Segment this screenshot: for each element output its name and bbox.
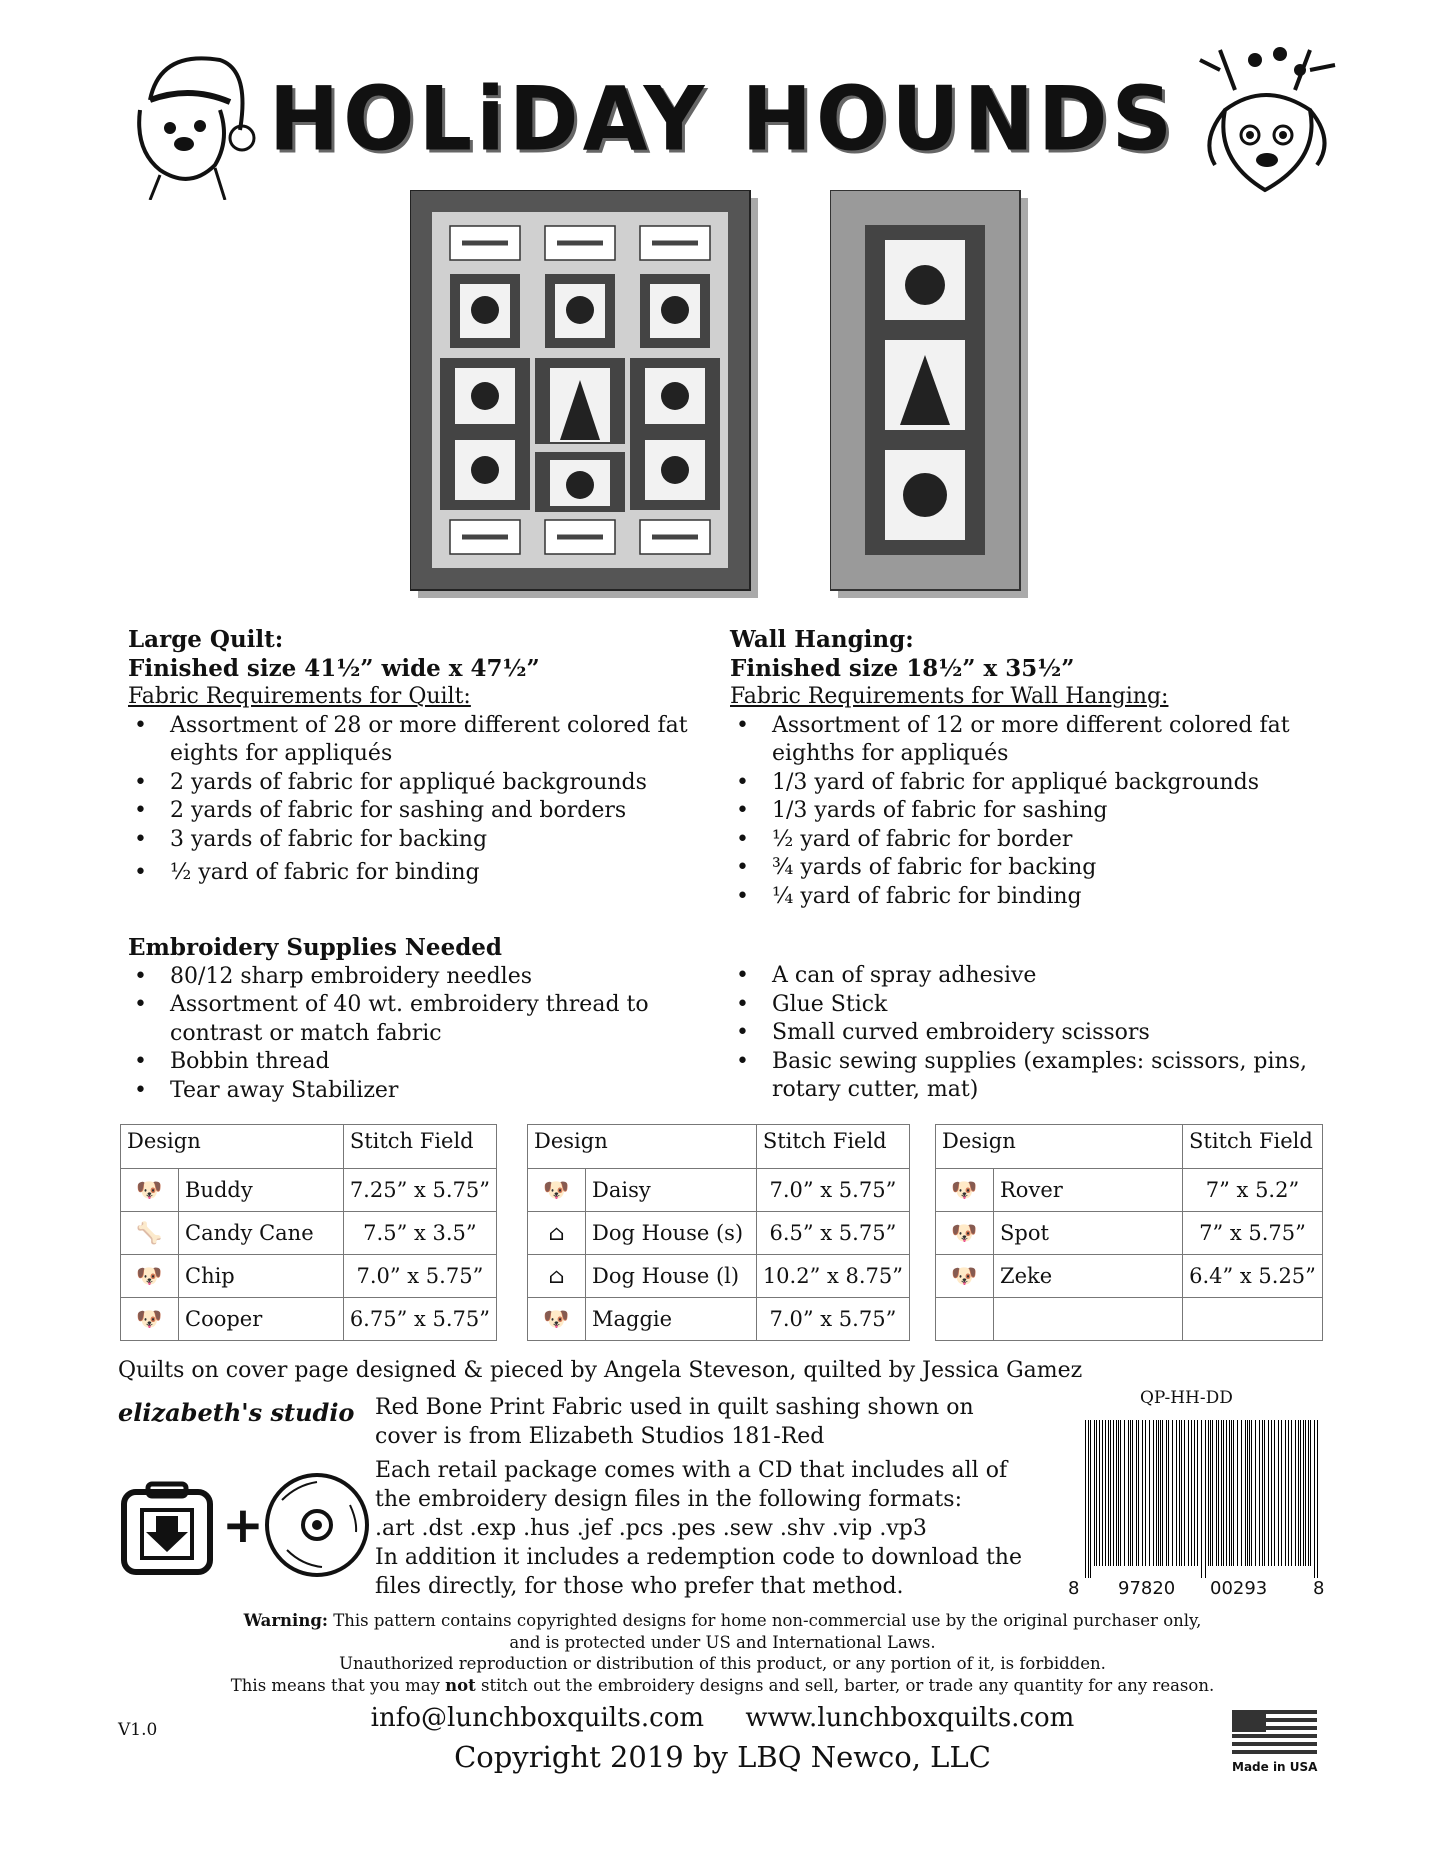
design-name: Dog House (l): [586, 1255, 757, 1298]
large-quilt-list: [128, 712, 708, 888]
stitch-table-3: [935, 1124, 1323, 1341]
dog-house-icon: ⌂: [528, 1255, 586, 1298]
design-name: Buddy: [179, 1169, 344, 1212]
table-row: [936, 1255, 1323, 1298]
barcode-bar: [1168, 1420, 1169, 1566]
wall-hanging-section: [730, 626, 1320, 911]
barcode-bar: [1249, 1420, 1250, 1566]
barcode-bar: [1295, 1420, 1296, 1566]
barcode-bar: [1314, 1420, 1315, 1578]
spot-icon: 🐶: [936, 1212, 994, 1255]
barcode-bar: [1156, 1420, 1157, 1566]
barcode-bar: [1118, 1420, 1119, 1566]
warning-label: Warning:: [243, 1611, 328, 1630]
barcode-bar: [1281, 1420, 1282, 1566]
barcode-bar: [1128, 1420, 1129, 1566]
barcode-bar: [1136, 1420, 1137, 1566]
stitch-field: 7.0” x 5.75”: [756, 1169, 909, 1212]
stitch-field: 7.25” x 5.75”: [343, 1169, 496, 1212]
supplies-right-list: [730, 962, 1320, 1105]
barcode-bar: [1110, 1420, 1111, 1566]
barcode-bar: [1241, 1420, 1242, 1566]
warning-line: Unauthorized reproduction or distribution of this product, or any portion of it, is forbidden.: [339, 1654, 1106, 1673]
barcode-bar: [1149, 1420, 1150, 1566]
design-name: Dog House (s): [586, 1212, 757, 1255]
barcode-digit: 8: [1068, 1578, 1080, 1599]
barcode-bar: [1132, 1420, 1133, 1566]
wall-hanging-list: [730, 712, 1320, 912]
sku-code: QP-HH-DD: [1140, 1388, 1233, 1408]
large-quilt-heading: Large Quilt:: [128, 626, 284, 653]
design-name: Maggie: [586, 1298, 757, 1341]
warning-emphasis: not: [445, 1675, 476, 1695]
barcode-digit: 8: [1313, 1578, 1325, 1599]
empty-cell: [994, 1298, 1183, 1341]
zeke-icon: 🐶: [936, 1255, 994, 1298]
contact-line: info@lunchboxquilts.com www.lunchboxquilts.com: [370, 1703, 1075, 1733]
stitch-field: 10.2” x 8.75”: [756, 1255, 909, 1298]
barcode-bar: [1298, 1420, 1299, 1566]
barcode-bar: [1308, 1420, 1309, 1566]
candy-cane-icon: 🦴: [121, 1212, 179, 1255]
barcode-bar: [1172, 1420, 1173, 1566]
design-header: Design: [936, 1125, 1183, 1169]
download-box-icon: [118, 1480, 218, 1580]
barcode-bar: [1223, 1420, 1224, 1566]
page-title: HOLiDAY HOUNDS: [268, 67, 1177, 171]
barcode-bar: [1158, 1420, 1159, 1566]
barcode-bar: [1099, 1420, 1100, 1566]
barcode-bar: [1166, 1420, 1167, 1566]
barcode-bar: [1124, 1420, 1125, 1566]
barcode-bar: [1208, 1420, 1209, 1566]
wall-hanging-heading: Wall Hanging:: [730, 626, 914, 653]
wall-hanging-req-heading: Fabric Requirements for Wall Hanging:: [730, 684, 1169, 709]
barcode-bar: [1303, 1420, 1304, 1566]
list-item: • Assortment of 40 wt. embroidery thread to contrast or match fabric: [128, 991, 708, 1048]
stitch-field: 6.5” x 5.75”: [756, 1212, 909, 1255]
barcode-bar: [1201, 1420, 1202, 1578]
design-name: Zeke: [994, 1255, 1183, 1298]
warning-text: This pattern contains copyrighted designs for home non-commercial use by the original purchaser only,: [327, 1611, 1202, 1630]
barcode-bar: [1274, 1420, 1275, 1566]
stitch-header: Stitch Field: [756, 1125, 909, 1169]
stitch-field: 6.75” x 5.75”: [343, 1298, 496, 1341]
barcode-bar: [1288, 1420, 1289, 1566]
barcode-bar: [1179, 1420, 1180, 1566]
large-quilt-section: [128, 626, 708, 888]
barcode-bar: [1138, 1420, 1139, 1566]
barcode-bar: [1184, 1420, 1185, 1566]
barcode-bar: [1085, 1420, 1086, 1578]
warning-text: This means that you may: [230, 1675, 446, 1695]
barcode-bar: [1194, 1420, 1195, 1566]
list-item: • 2 yards of fabric for sashing and borders: [128, 797, 708, 826]
warning-line: [0, 1675, 1445, 1697]
supplies-heading: Embroidery Supplies Needed: [128, 934, 502, 961]
cd-note-line: Each retail package comes with a CD that includes all of: [375, 1458, 1008, 1483]
list-item: • 3 yards of fabric for backing: [128, 826, 708, 855]
list-item: • Tear away Stabilizer: [128, 1077, 708, 1106]
barcode-bar: [1255, 1420, 1256, 1566]
table-row: [528, 1255, 910, 1298]
table-row: [121, 1255, 497, 1298]
buddy-icon: 🐶: [121, 1169, 179, 1212]
design-name: Chip: [179, 1255, 344, 1298]
barcode-bar: [1191, 1420, 1192, 1566]
barcode-bar: [1210, 1420, 1211, 1566]
reindeer-dog-icon: [1195, 40, 1340, 200]
large-quilt-req-heading: Fabric Requirements for Quilt:: [128, 684, 471, 709]
barcode-bar: [1176, 1420, 1177, 1566]
cd-note-line: .art .dst .exp .hus .jef .pcs .pes .sew .shv .vip .vp3: [375, 1516, 927, 1541]
table-row: [936, 1212, 1323, 1255]
barcode: [1085, 1420, 1325, 1578]
barcode-bar: [1285, 1420, 1286, 1566]
fabric-note-line: Red Bone Print Fabric used in quilt sashing shown on: [375, 1395, 974, 1420]
list-item: • Assortment of 28 or more different colored fat eights for appliqués: [128, 712, 708, 769]
barcode-bar: [1300, 1420, 1301, 1566]
fabric-note-line: cover is from Elizabeth Studios 181-Red: [375, 1424, 825, 1449]
barcode-bar: [1218, 1420, 1219, 1566]
santa-dog-icon: [120, 40, 260, 200]
barcode-bar: [1226, 1420, 1227, 1566]
barcode-bar: [1145, 1420, 1146, 1566]
warning-line: [0, 1610, 1445, 1632]
design-header: Design: [528, 1125, 757, 1169]
barcode-digit: 00293: [1210, 1578, 1268, 1599]
list-item: • Basic sewing supplies (examples: scissors, pins, rotary cutter, mat): [730, 1048, 1320, 1105]
barcode-bar: [1153, 1420, 1154, 1566]
supplies-section: [128, 934, 708, 1105]
barcode-bar: [1310, 1420, 1311, 1566]
barcode-bar: [1245, 1420, 1246, 1566]
stitch-field: 6.4” x 5.25”: [1183, 1255, 1323, 1298]
list-item: • 80/12 sharp embroidery needles: [128, 963, 708, 992]
list-item: • Assortment of 12 or more different colored fat eighths for appliqués: [730, 712, 1320, 769]
cd-note-line: files directly, for those who prefer that method.: [375, 1574, 904, 1599]
table-row: [121, 1212, 497, 1255]
barcode-bar: [1262, 1420, 1263, 1566]
barcode-bar: [1120, 1420, 1121, 1566]
fabric-note: [375, 1393, 974, 1451]
barcode-bar: [1305, 1420, 1306, 1566]
stitch-header: Stitch Field: [1183, 1125, 1323, 1169]
copyright: Copyright 2019 by LBQ Newco, LLC: [454, 1740, 991, 1774]
version-label: V1.0: [118, 1720, 158, 1740]
cd-note-line: the embroidery design files in the following formats:: [375, 1487, 962, 1512]
plus-icon: +: [222, 1496, 264, 1554]
cd-note-line: In addition it includes a redemption code to download the: [375, 1545, 1022, 1570]
list-item: • 1/3 yards of fabric for sashing: [730, 797, 1320, 826]
barcode-bar: [1160, 1420, 1161, 1566]
list-item: • 1/3 yard of fabric for appliqué backgrounds: [730, 769, 1320, 798]
table-row: [528, 1212, 910, 1255]
dog-house-icon: ⌂: [528, 1212, 586, 1255]
barcode-bar: [1090, 1420, 1091, 1578]
list-item: • ½ yard of fabric for binding: [128, 859, 708, 888]
barcode-bar: [1113, 1420, 1114, 1566]
warning-block: [0, 1610, 1445, 1696]
stitch-field: 7.0” x 5.75”: [756, 1298, 909, 1341]
barcode-bar: [1264, 1420, 1265, 1566]
table-row: [936, 1298, 1323, 1341]
supplies-right: [730, 962, 1320, 1105]
barcode-bar: [1251, 1420, 1252, 1566]
design-name: Spot: [994, 1212, 1183, 1255]
design-name: Cooper: [179, 1298, 344, 1341]
barcode-bar: [1130, 1420, 1131, 1566]
barcode-bar: [1188, 1420, 1189, 1566]
list-item: • Glue Stick: [730, 991, 1320, 1020]
credits: Quilts on cover page designed & pieced by Angela Steveson, quilted by Jessica Gamez: [118, 1358, 1083, 1383]
barcode-bar: [1221, 1420, 1222, 1566]
stitch-header: Stitch Field: [343, 1125, 496, 1169]
supplies-left-list: [128, 963, 708, 1106]
warning-text: stitch out the embroidery designs and sell, barter, or trade any quantity for any reason.: [475, 1675, 1215, 1695]
barcode-bar: [1271, 1420, 1272, 1566]
list-item: • 2 yards of fabric for appliqué backgrounds: [128, 769, 708, 798]
barcode-bar: [1247, 1420, 1248, 1566]
barcode-bar: [1162, 1420, 1163, 1566]
list-item: • ¾ yards of fabric for backing: [730, 854, 1320, 883]
barcode-bar: [1181, 1420, 1182, 1566]
barcode-bar: [1216, 1420, 1217, 1566]
usa-flag-icon: [1232, 1710, 1317, 1758]
chip-icon: 🐶: [121, 1255, 179, 1298]
stitch-field: 7” x 5.2”: [1183, 1169, 1323, 1212]
daisy-icon: 🐶: [528, 1169, 586, 1212]
barcode-bar: [1102, 1420, 1103, 1566]
design-name: Rover: [994, 1169, 1183, 1212]
design-name: Daisy: [586, 1169, 757, 1212]
barcode-bar: [1094, 1420, 1095, 1566]
list-item: • ½ yard of fabric for border: [730, 826, 1320, 855]
barcode-bar: [1105, 1420, 1106, 1566]
barcode-bar: [1096, 1420, 1097, 1566]
barcode-bar: [1291, 1420, 1292, 1566]
stitch-field: 7.0” x 5.75”: [343, 1255, 496, 1298]
barcode-bar: [1278, 1420, 1279, 1566]
barcode-digit: 97820: [1118, 1578, 1176, 1599]
cooper-icon: 🐶: [121, 1298, 179, 1341]
list-item: • A can of spray adhesive: [730, 962, 1320, 991]
barcode-bar: [1317, 1420, 1318, 1578]
barcode-bar: [1197, 1420, 1198, 1566]
cd-icon: [262, 1470, 372, 1580]
barcode-bar: [1116, 1420, 1117, 1566]
barcode-bar: [1212, 1420, 1213, 1566]
made-in-usa-label: Made in USA: [1232, 1760, 1318, 1774]
elizabeth-studio-logo: elizabeth's studio: [118, 1398, 355, 1427]
stitch-field: 7.5” x 3.5”: [343, 1212, 496, 1255]
warning-line: and is protected under US and International Laws.: [509, 1632, 936, 1652]
table-row: [528, 1298, 910, 1341]
list-item: • Small curved embroidery scissors: [730, 1019, 1320, 1048]
table-row: [936, 1169, 1323, 1212]
table-row: [121, 1169, 497, 1212]
maggie-icon: 🐶: [528, 1298, 586, 1341]
barcode-bar: [1088, 1420, 1089, 1578]
barcode-bar: [1231, 1420, 1232, 1566]
table-row: [121, 1298, 497, 1341]
large-quilt-size: Finished size 41½” wide x 47½”: [128, 654, 540, 682]
stitch-table-1: [120, 1124, 497, 1341]
wall-hanging-image: [830, 190, 1030, 600]
design-name: Candy Cane: [179, 1212, 344, 1255]
barcode-bar: [1233, 1420, 1234, 1566]
barcode-bar: [1259, 1420, 1260, 1566]
stitch-table-2: [527, 1124, 910, 1341]
barcode-bar: [1205, 1420, 1206, 1578]
barcode-bar: [1108, 1420, 1109, 1566]
rover-icon: 🐶: [936, 1169, 994, 1212]
list-item: • ¼ yard of fabric for binding: [730, 883, 1320, 912]
wall-hanging-size: Finished size 18½” x 35½”: [730, 654, 1075, 682]
cd-note: [375, 1456, 1022, 1601]
large-quilt-image: [410, 190, 760, 600]
barcode-bar: [1142, 1420, 1143, 1566]
empty-cell: [936, 1298, 994, 1341]
table-row: [528, 1169, 910, 1212]
stitch-field: 7” x 5.75”: [1183, 1212, 1323, 1255]
barcode-bar: [1268, 1420, 1269, 1566]
design-header: Design: [121, 1125, 344, 1169]
list-item: • Bobbin thread: [128, 1048, 708, 1077]
barcode-bar: [1237, 1420, 1238, 1566]
barcode-bar: [1229, 1420, 1230, 1566]
empty-cell: [1183, 1298, 1323, 1341]
